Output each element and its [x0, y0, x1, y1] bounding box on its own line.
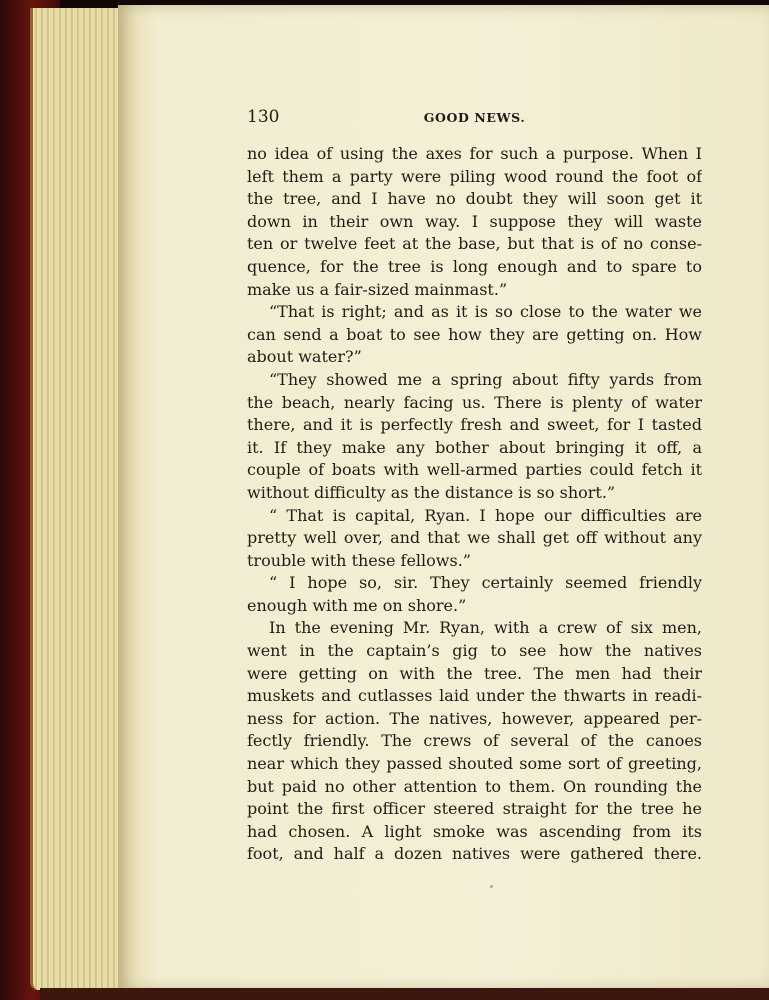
text-line: but paid no other attention to them. On rounding the: [247, 776, 702, 796]
text-line: make us a fair-sized mainmast.”: [247, 279, 508, 299]
text-line: “That is right; and as it is so close to the water we: [269, 302, 702, 322]
text-line: can send a boat to see how they are getting on. How: [247, 324, 702, 344]
text-line: “ I hope so, sir. They certainly seemed friendly: [269, 573, 702, 593]
text-line: near which they passed shouted some sort of greeting,: [247, 754, 702, 774]
text-line: couple of boats with well-armed parties could fetch it: [247, 460, 702, 480]
text-line: the beach, nearly facing us. There is plenty of water: [247, 392, 702, 412]
text-line: were getting on with the tree. The men had their: [247, 663, 702, 683]
text-line: “They showed me a spring about fifty yards from: [269, 369, 702, 389]
text-line: down in their own way. I suppose they will waste: [247, 211, 702, 231]
text-line: had chosen. A light smoke was ascending from its: [247, 821, 702, 841]
text-line: pretty well over, and that we shall get off without any: [247, 528, 702, 548]
text-line: about water?”: [247, 347, 362, 367]
text-line: the tree, and I have no doubt they will soon get it: [247, 189, 702, 209]
text-line: trouble with these fellows.”: [247, 550, 471, 570]
text-line: no idea of using the axes for such a purpose. When I: [247, 144, 702, 163]
text-line: ness for action. The natives, however, appeared per-: [247, 708, 702, 728]
text-line: it. If they make any bother about bringing it off, a: [247, 437, 702, 457]
text-line: enough with me on shore.”: [247, 595, 467, 615]
text-line: point the first officer steered straight for the tree he: [247, 799, 702, 819]
page-header: [247, 107, 702, 129]
text-line: In the evening Mr. Ryan, with a crew of six men,: [269, 618, 702, 638]
text-line: left them a party were piling wood round the foot of: [247, 166, 702, 186]
cover-bottom-edge: [40, 988, 769, 1000]
text-line: without difficulty as the distance is so short.”: [247, 482, 616, 502]
paper-speck: [490, 885, 493, 888]
page-stack-edges: [30, 8, 128, 990]
body-text: [247, 143, 702, 866]
text-line: ten or twelve feet at the base, but that is of no conse-: [247, 234, 702, 254]
page-number: 130: [247, 107, 280, 127]
text-line: quence, for the tree is long enough and to spare to: [247, 256, 702, 276]
text-line: went in the captain’s gig to see how the natives: [247, 641, 702, 661]
text-line: foot, and half a dozen natives were gathered there.: [247, 844, 702, 864]
running-head: GOOD NEWS.: [423, 110, 526, 125]
text-line: there, and it is perfectly fresh and sweet, for I tasted: [247, 415, 702, 435]
text-line: “ That is capital, Ryan. I hope our difficulties are: [269, 505, 702, 525]
text-line: fectly friendly. The crews of several of the canoes: [247, 731, 702, 751]
text-line: muskets and cutlasses laid under the thwarts in readi-: [247, 686, 702, 706]
